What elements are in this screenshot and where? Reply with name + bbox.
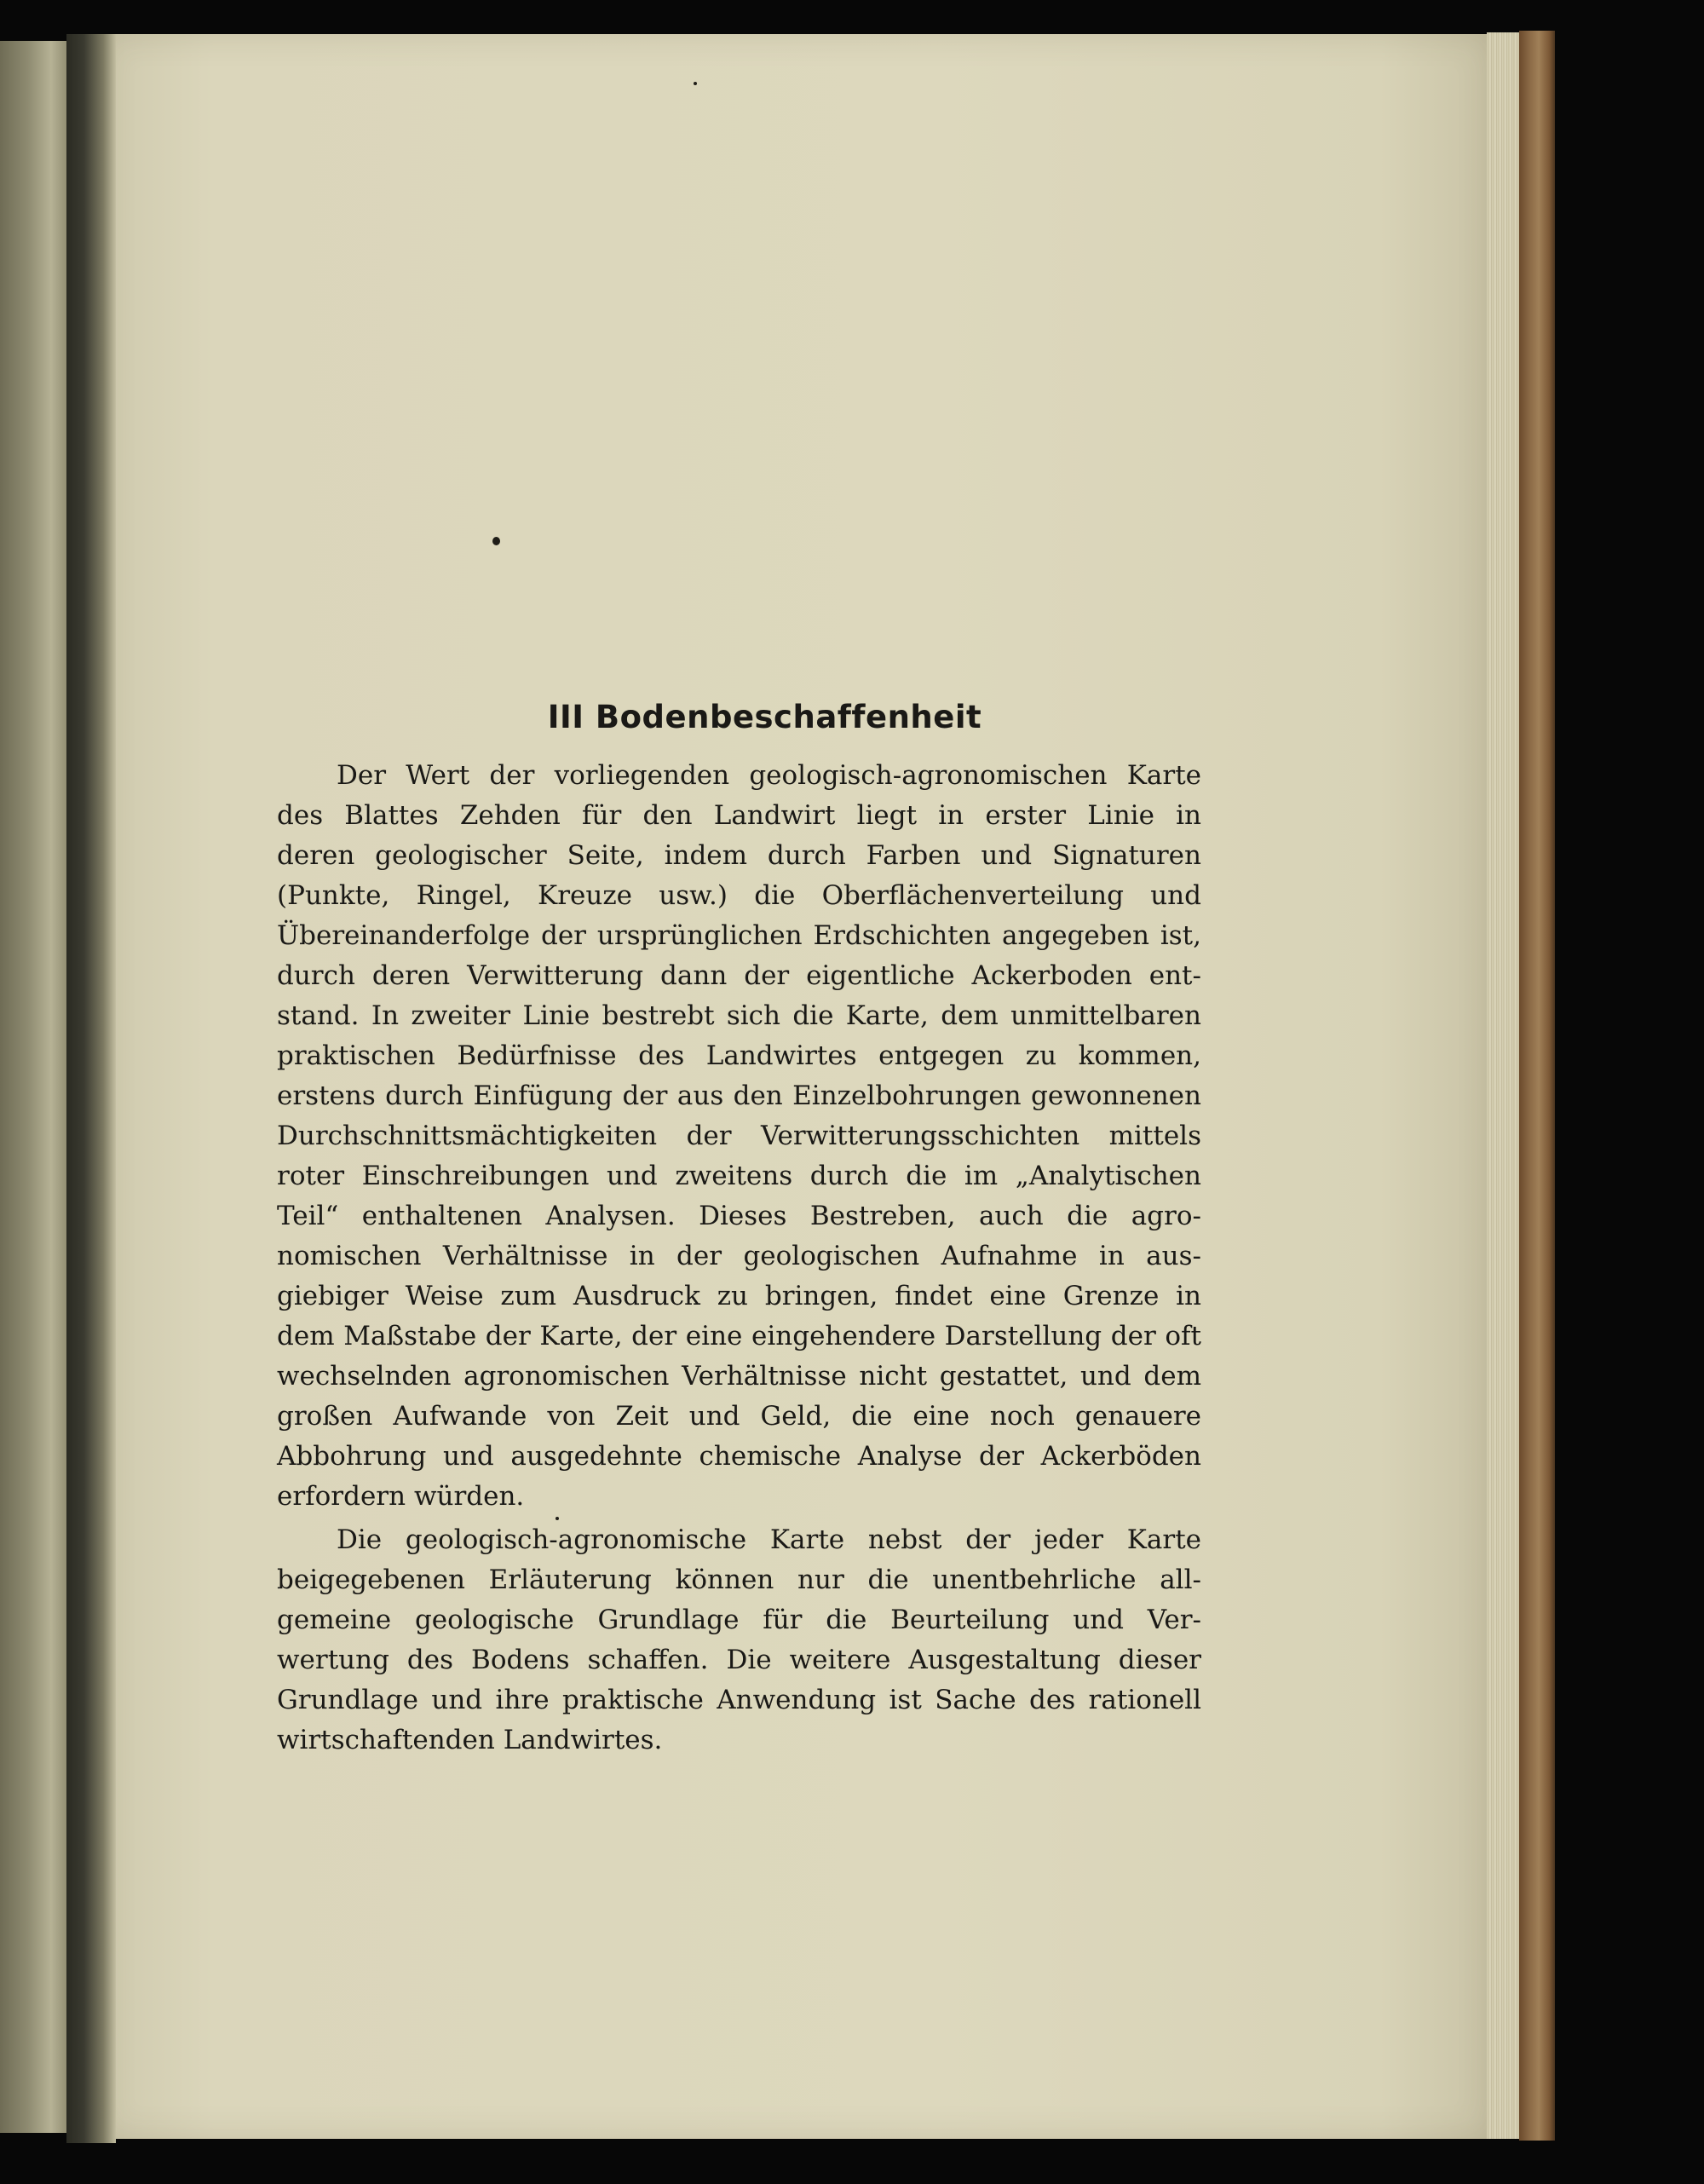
- book-gutter: [66, 34, 116, 2143]
- text-line: Die geologisch-agronomische Karte nebst der jeder Karte: [337, 1524, 1201, 1555]
- text-line: Teil“ enthaltenen Analysen. Dieses Bestreben, auch die agro-: [277, 1201, 1201, 1231]
- text-line: giebiger Weise zum Ausdruck zu bringen, findet eine Grenze in: [277, 1281, 1201, 1311]
- text-line: dem Maßstabe der Karte, der eine eingehendere Darstellung der oft: [277, 1321, 1201, 1351]
- ink-speck: [694, 82, 697, 85]
- text-line: erfordern würden.: [277, 1481, 525, 1512]
- book-cover-edge: [1519, 31, 1555, 2141]
- text-line: deren geologischer Seite, indem durch Farben und Signaturen: [277, 840, 1201, 871]
- page-content: [277, 699, 1201, 1760]
- text-line: wechselnden agronomischen Verhältnisse nicht gestattet, und dem: [277, 1361, 1201, 1392]
- text-line: Grundlage und ihre praktische Anwendung ist Sache des rationell: [277, 1685, 1201, 1715]
- text-line: gemeine geologische Grundlage für die Beurteilung und Ver-: [277, 1605, 1201, 1635]
- ink-speck: [492, 537, 500, 545]
- text-line: großen Aufwande von Zeit und Geld, die eine noch genauere: [277, 1401, 1201, 1432]
- text-line: Übereinanderfolge der ursprünglichen Erdschichten angegeben ist,: [277, 920, 1201, 951]
- previous-page-edge: [0, 41, 68, 2133]
- paragraph-2: [277, 1520, 1201, 1760]
- text-line: wirtschaftenden Landwirtes.: [277, 1725, 663, 1755]
- text-line: des Blattes Zehden für den Landwirt liegt in erster Linie in: [277, 800, 1201, 831]
- text-line: Der Wert der vorliegenden geologisch-agronomischen Karte: [337, 760, 1201, 791]
- text-line: wertung des Bodens schaffen. Die weitere Ausgestaltung dieser: [277, 1645, 1201, 1675]
- text-line: beigegebenen Erläuterung können nur die unentbehrliche all-: [277, 1565, 1201, 1595]
- text-line: Durchschnittsmächtigkeiten der Verwitterungsschichten mittels: [277, 1121, 1201, 1151]
- text-line: nomischen Verhältnisse in der geologischen Aufnahme in aus-: [277, 1241, 1201, 1271]
- section-heading: III Bodenbeschaffenheit: [547, 699, 982, 735]
- text-line: erstens durch Einfügung der aus den Einzelbohrungen gewonnenen: [277, 1080, 1201, 1111]
- text-line: Abbohrung und ausgedehnte chemische Analyse der Ackerböden: [277, 1441, 1201, 1472]
- text-line: stand. In zweiter Linie bestrebt sich die Karte, dem unmittelbaren: [277, 1000, 1201, 1031]
- text-line: roter Einschreibungen und zweitens durch die im „Analytischen: [277, 1161, 1201, 1191]
- paragraph-1: [277, 756, 1201, 1517]
- page-block-edges: [1487, 32, 1519, 2139]
- text-line: durch deren Verwitterung dann der eigentliche Ackerboden ent-: [277, 960, 1201, 991]
- text-line: (Punkte, Ringel, Kreuze usw.) die Oberflächenverteilung und: [277, 880, 1201, 911]
- text-line: praktischen Bedürfnisse des Landwirtes entgegen zu kommen,: [277, 1040, 1201, 1071]
